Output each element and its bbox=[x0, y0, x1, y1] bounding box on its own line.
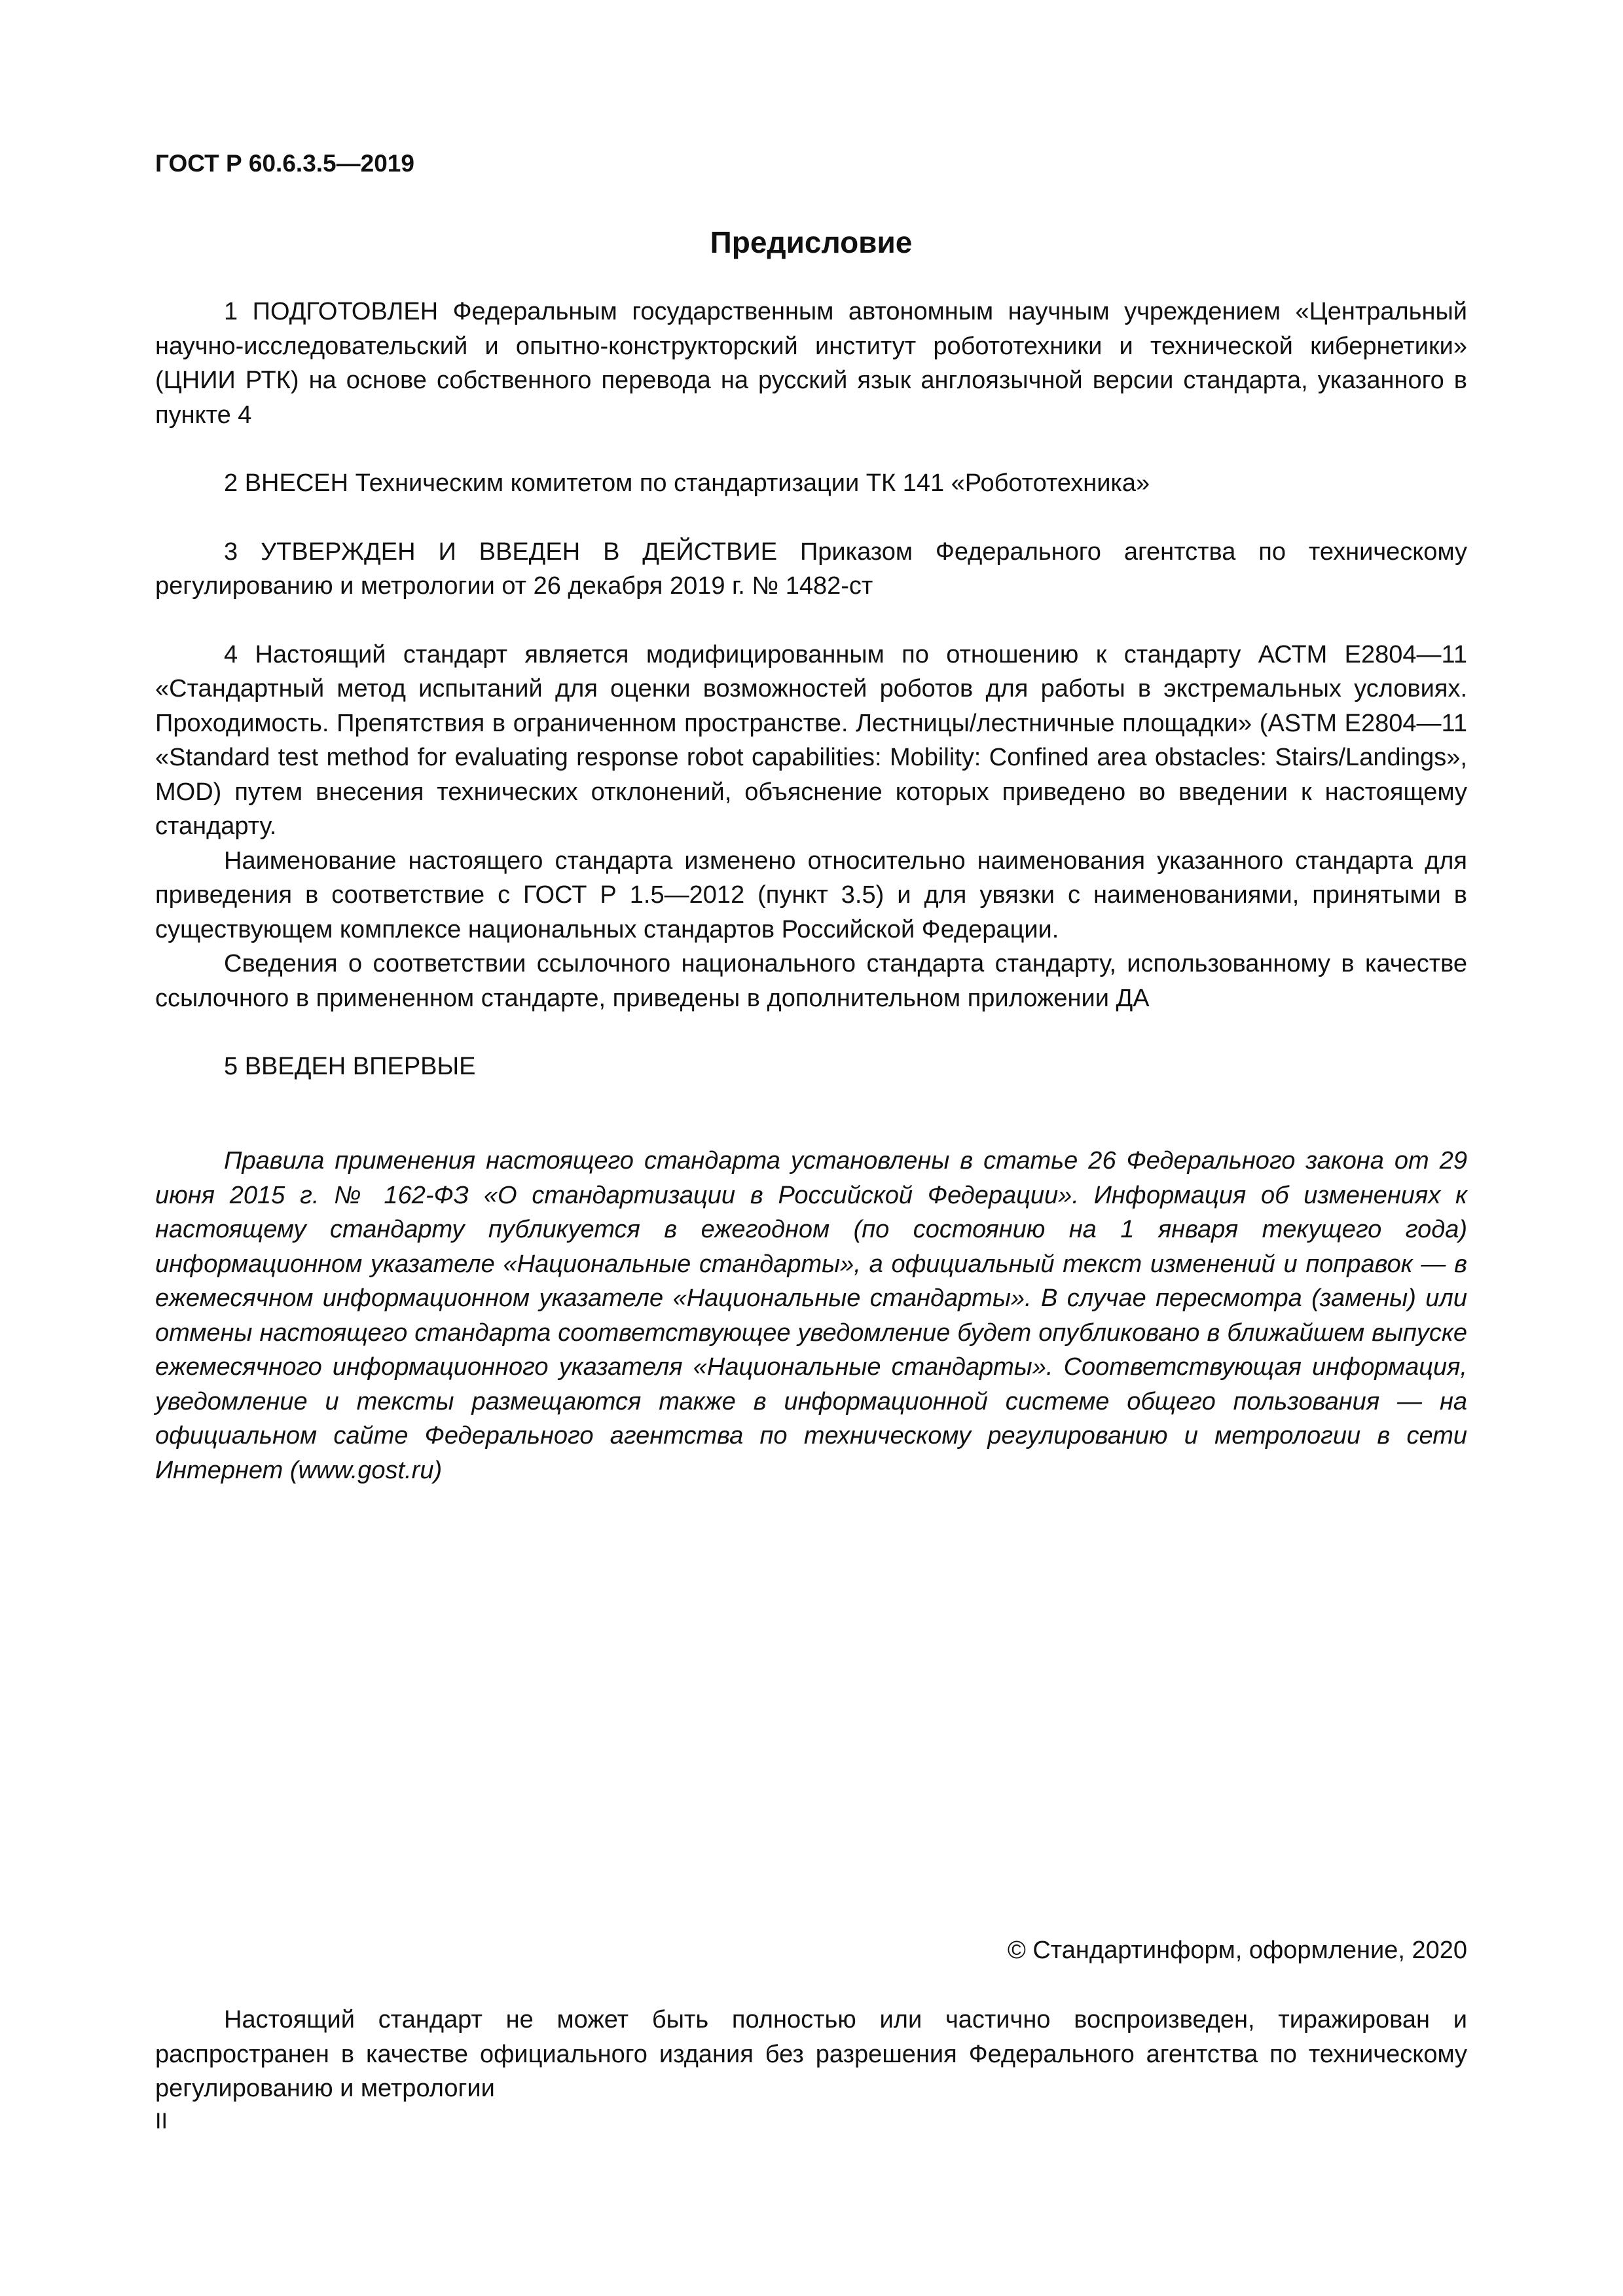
reproduction-notice: Настоящий стандарт не может быть полностью или частично воспроизведен, тиражирован и распространен в качестве официального издания без разрешения Федерального агентства по техническому регулированию и метрологии bbox=[155, 2006, 1467, 2102]
standard-code: ГОСТ Р 60.6.3.5—2019 bbox=[155, 150, 414, 177]
foreword-item-4-name-change: Наименование настоящего стандарта изменено относительно наименования указанного стандарта для приведения в соответствие с ГОСТ Р 1.5—2012 (пункт 3.5) и для увязки с наименованиями, принятыми в существующем комплексе национальных стандартов Российской Федерации. bbox=[155, 847, 1467, 943]
copyright-line: © Стандартинформ, оформление, 2020 bbox=[1007, 1937, 1467, 1964]
foreword-item-5: 5 ВВЕДЕН ВПЕРВЫЕ bbox=[224, 1053, 476, 1080]
foreword-item-1: 1 ПОДГОТОВЛЕН Федеральным государственным автономным научным учреждением «Центральный научно-исследовательский и опытно-конструкторский институт робототехники и технической кибернетики» (ЦНИИ РТК) на основе собственного перевода на русский язык англоязычной версии стандарта, указанного в пункте 4 bbox=[155, 298, 1467, 429]
foreword-item-3: 3 УТВЕРЖДЕН И ВВЕДЕН В ДЕЙСТВИЕ Приказом Федерального агентства по техническому регулированию и метрологии от 26 декабря 2019 г. № 1482-ст bbox=[155, 538, 1467, 600]
page-title: Предисловие bbox=[710, 225, 913, 259]
foreword-item-2: 2 ВНЕСЕН Техническим комитетом по стандартизации ТК 141 «Робототехника» bbox=[224, 469, 1150, 497]
page-number: II bbox=[155, 2109, 168, 2134]
application-rules-notice: Правила применения настоящего стандарта установлены в статье 26 Федерального закона от 29 июня 2015 г. № 162-ФЗ «О стандартизации в Российской Федерации». Информация об изменениях к настоящему стандарту публикуется в ежегодном (по состоянию на 1 января текущего года) информационном указателе «Национальные стандарты», а официальный текст изменений и поправок — в ежемесячном информационном указателе «Национальные стандарты». В случае пересмотра (замены) или отмены настоящего стандарта соответствующее уведомление будет опубликовано в ближайшем выпуске ежемесячного информационного указателя «Национальные стандарты». Соответствующая информация, уведомление и тексты размещаются также в информационной системе общего пользования — на официальном сайте Федерального агентства по техническому регулированию и метрологии в сети Интернет (www.gost.ru) bbox=[155, 1147, 1467, 1484]
foreword-item-4: 4 Настоящий стандарт является модифицированным по отношению к стандарту АСТМ Е2804—11 «Стандартный метод испытаний для оценки возможностей роботов для работы в экстремальных условиях. Проходимость. Препятствия в ограниченном пространстве. Лестницы/лестничные площадки» (ASTM E2804—11 «Standard test method for evaluating response robot capabilities: Mobility: Confined area obstacles: Stairs/Landings», MOD) путем внесения технических отклонений, объяснение которых приведено во введении к настоящему стандарту. bbox=[155, 640, 1467, 840]
foreword-item-4-references: Сведения о соответствии ссылочного национального стандарта стандарту, использованному в качестве ссылочного в примененном стандарте, приведены в дополнительном приложении ДА bbox=[155, 950, 1467, 1012]
foreword-body bbox=[155, 295, 1467, 1084]
